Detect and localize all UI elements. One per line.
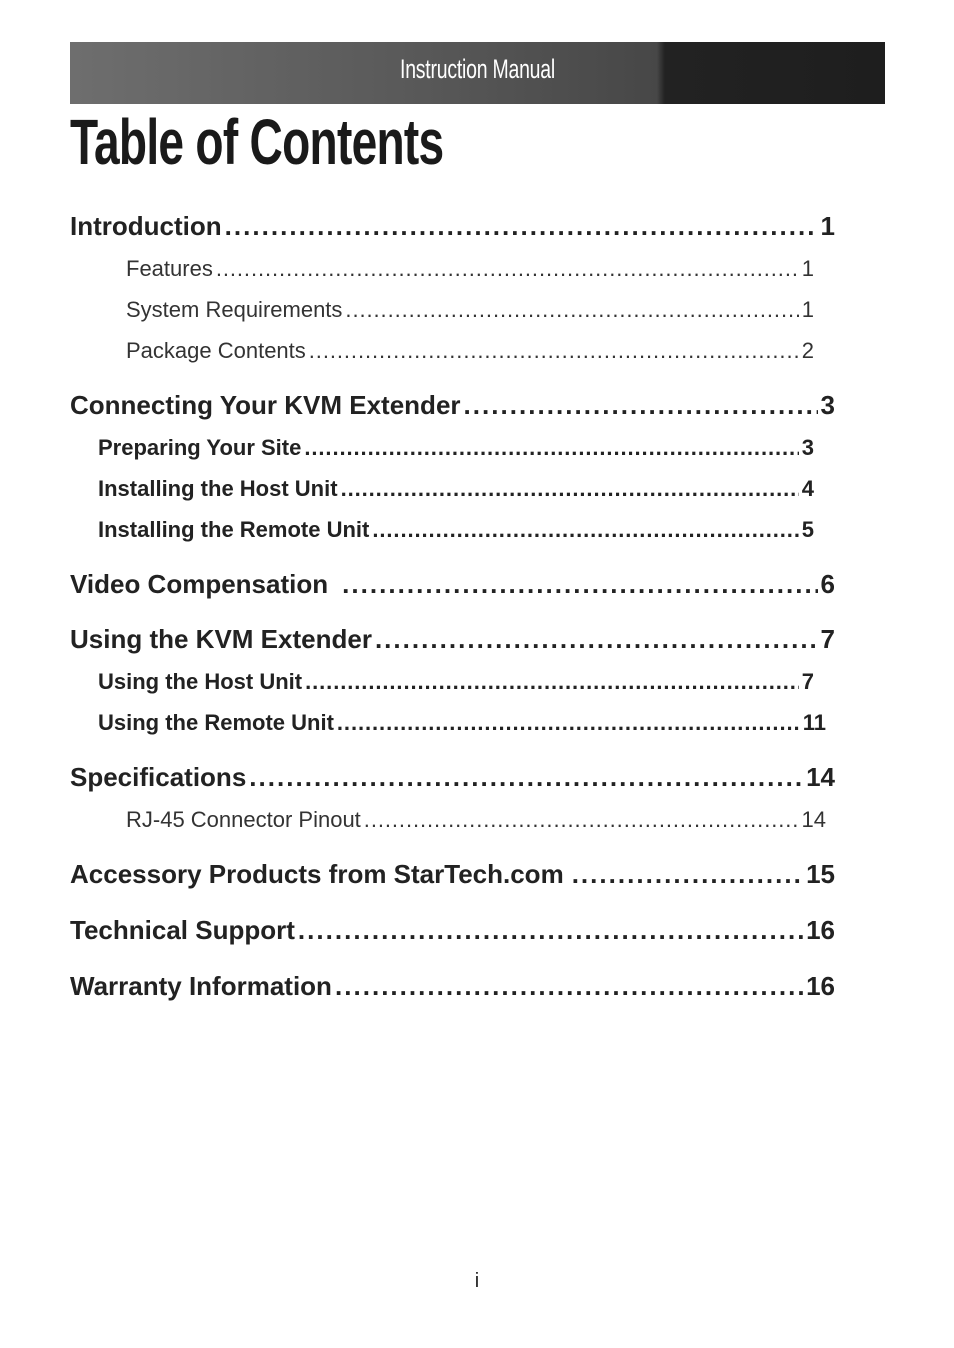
toc-entry-preparing-your-site[interactable] [98, 435, 814, 461]
toc-entry-label: Package Contents [126, 338, 306, 363]
toc-entry-technical-support[interactable] [70, 915, 835, 946]
page-number: i [474, 1270, 480, 1292]
toc-entry-page: 15 [806, 859, 835, 889]
toc-entry-system-requirements[interactable] [126, 297, 814, 323]
toc-entry-label: System Requirements [126, 297, 343, 322]
toc-leader [335, 971, 803, 1002]
toc-entry-connecting-kvm-extender[interactable] [70, 390, 835, 421]
toc-entry-label: Using the KVM Extender [70, 624, 372, 654]
toc-entry-label: Installing the Host Unit [98, 476, 338, 501]
toc-entry-page: 6 [820, 569, 835, 599]
toc-entry-label: Accessory Products from StarTech.com [70, 859, 564, 889]
toc-entry-page: 11 [802, 710, 826, 735]
toc-entry-installing-host-unit[interactable] [98, 476, 814, 502]
toc-entry-page: 5 [801, 517, 814, 542]
toc-entry-page: 16 [806, 915, 835, 945]
toc-leader [364, 807, 799, 833]
toc-entry-video-compensation[interactable] [70, 569, 835, 600]
toc-leader [225, 211, 818, 242]
toc-leader [572, 859, 803, 890]
toc-leader [342, 569, 817, 600]
toc-entry-page: 1 [820, 211, 835, 241]
toc-leader [249, 762, 803, 793]
toc-entry-using-host-unit[interactable] [98, 669, 814, 695]
toc-leader [345, 297, 798, 323]
toc-leader [298, 915, 803, 946]
toc-entry-page: 16 [806, 971, 835, 1001]
toc-entry-using-remote-unit[interactable] [98, 710, 826, 736]
toc-entry-label: Using the Host Unit [98, 669, 303, 694]
toc-entry-using-kvm-extender[interactable] [70, 624, 835, 655]
toc-entry-page: 7 [820, 624, 835, 654]
toc-entry-page: 14 [801, 807, 826, 832]
toc-entry-label: Warranty Information [70, 971, 332, 1001]
toc-leader [337, 710, 800, 736]
toc-entry-installing-remote-unit[interactable] [98, 517, 814, 543]
toc-entry-label: Technical Support [70, 915, 295, 945]
toc-leader [464, 390, 818, 421]
toc-entry-introduction[interactable] [70, 211, 835, 242]
toc-entry-accessory-products[interactable] [70, 859, 835, 890]
toc-entry-warranty-information[interactable] [70, 971, 835, 1002]
toc-entry-specifications[interactable] [70, 762, 835, 793]
toc-entry-page: 1 [801, 297, 814, 322]
toc-entry-label: Using the Remote Unit [98, 710, 334, 735]
toc-entry-label: Connecting Your KVM Extender [70, 390, 461, 420]
toc-entry-page: 3 [801, 435, 814, 460]
toc-entry-package-contents[interactable] [126, 338, 814, 364]
toc-leader [305, 669, 799, 695]
toc-leader [372, 517, 798, 543]
toc-entry-label: Features [126, 256, 213, 281]
toc-entry-page: 2 [801, 338, 814, 363]
toc-entry-page: 1 [801, 256, 814, 281]
toc-leader [216, 256, 799, 282]
toc-entry-label: RJ-45 Connector Pinout [126, 807, 361, 832]
toc-entry-label: Specifications [70, 762, 247, 792]
header-title: Instruction Manual [400, 54, 555, 84]
toc-entry-page: 3 [820, 390, 835, 420]
toc-entry-page: 7 [801, 669, 814, 694]
toc-entry-label: Installing the Remote Unit [98, 517, 370, 542]
page-title: Table of Contents [70, 106, 444, 178]
toc-entry-page: 4 [801, 476, 814, 501]
toc-leader [304, 435, 798, 461]
header-bar [70, 42, 885, 104]
toc-leader [309, 338, 799, 364]
toc-entry-label: Introduction [70, 211, 222, 241]
toc-leader [341, 476, 799, 502]
toc-entry-label: Video Compensation [70, 569, 329, 599]
toc-entry-features[interactable] [126, 256, 814, 282]
toc-entry-label: Preparing Your Site [98, 435, 302, 460]
toc-entry-rj45-pinout[interactable] [126, 807, 826, 833]
toc-leader [375, 624, 818, 655]
toc-entry-page: 14 [806, 762, 835, 792]
